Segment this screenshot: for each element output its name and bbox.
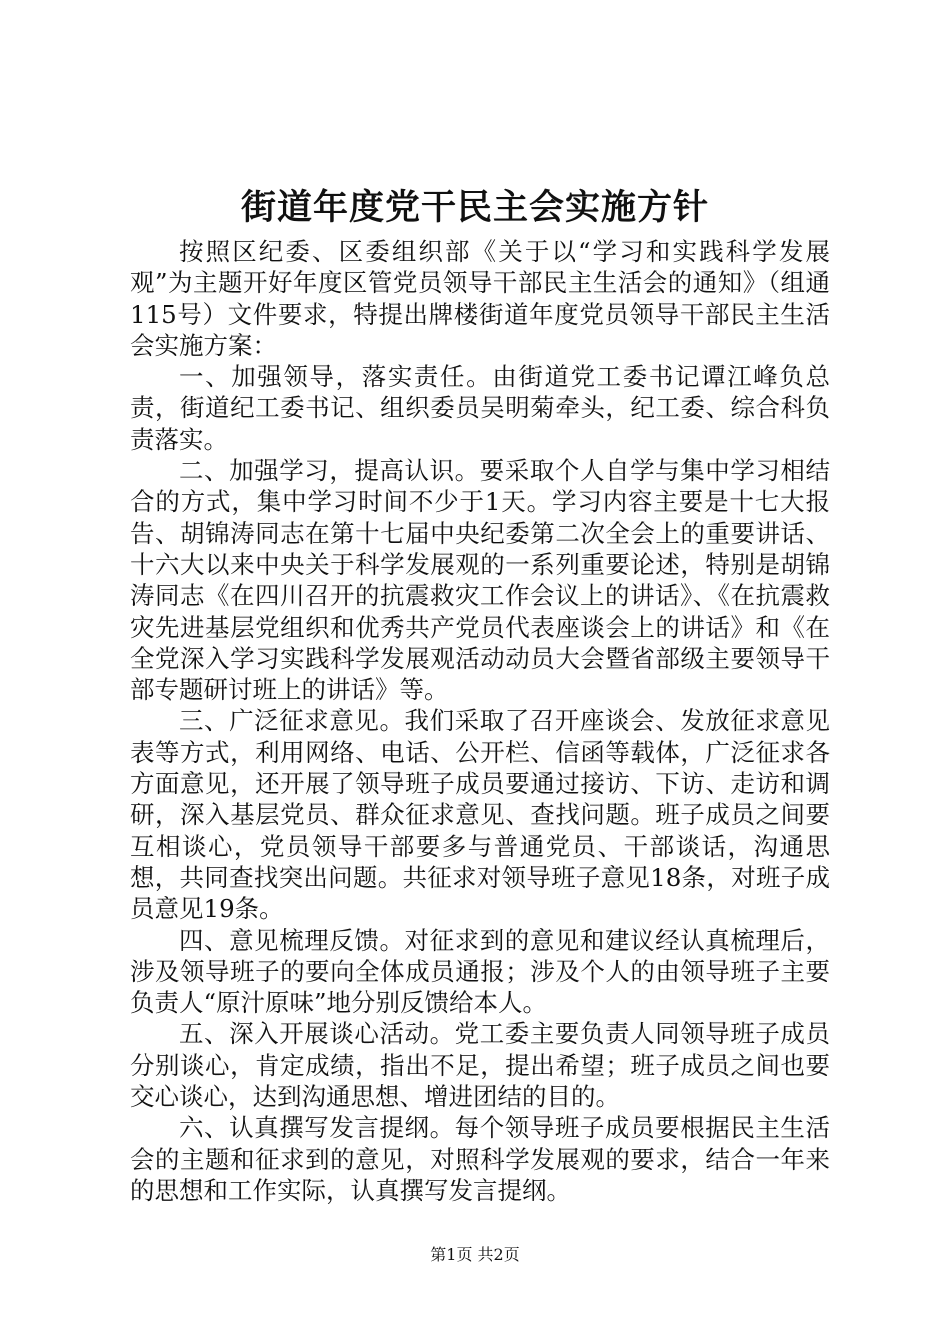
- paragraph-section-1: 一、加强领导，落实责任。由街道党工委书记谭江峰负总责，街道纪工委书记、组织委员吴明菊牵头，纪工委、综合科负责落实。: [130, 362, 830, 454]
- paragraph-section-4: 四、意见梳理反馈。对征求到的意见和建议经认真梳理后，涉及领导班子的要向全体成员通报；涉及个人的由领导班子主要负责人“原汁原味”地分别反馈给本人。: [130, 925, 830, 1018]
- document-body: [130, 236, 830, 1206]
- paragraph-section-3: 三、广泛征求意见。我们采取了召开座谈会、发放征求意见表等方式，利用网络、电话、公开栏、信函等载体，广泛征求各方面意见，还开展了领导班子成员要通过接访、下访、走访和调研，深入基层党员、群众征求意见、查找问题。班子成员之间要互相谈心，党员领导干部要多与普通党员、干部谈话，沟通思想，共同查找突出问题。共征求对领导班子意见18条，对班子成员意见19条。: [130, 706, 830, 924]
- document-title: 街道年度党干民主会实施方针: [240, 187, 709, 228]
- paragraph-section-6: 六、认真撰写发言提纲。每个领导班子成员要根据民主生活会的主题和征求到的意见，对照科学发展观的要求，结合一年来的思想和工作实际，认真撰写发言提纲。: [130, 1113, 830, 1205]
- page-number-footer: 第1页 共2页: [430, 1245, 520, 1264]
- paragraph-section-5: 五、深入开展谈心活动。党工委主要负责人同领导班子成员分别谈心，肯定成绩，指出不足，提出希望；班子成员之间也要交心谈心，达到沟通思想、增进团结的目的。: [130, 1019, 830, 1112]
- paragraph-section-2: 二、加强学习，提高认识。要采取个人自学与集中学习相结合的方式，集中学习时间不少于1天。学习内容主要是十七大报告、胡锦涛同志在第十七届中央纪委第二次全会上的重要讲话、十六大以来中央关于科学发展观的一系列重要论述，特别是胡锦涛同志《在四川召开的抗震救灾工作会议上的讲话》、《在抗震救灾先进基层党组织和优秀共产党员代表座谈会上的讲话》和《在全党深入学习实践科学发展观活动动员大会暨省部级主要领导干部专题研讨班上的讲话》等。: [130, 456, 830, 705]
- paragraph-intro: 按照区纪委、区委组织部《关于以“学习和实践科学发展观”为主题开好年度区管党员领导干部民主生活会的通知》（组通115号）文件要求，特提出牌楼街道年度党员领导干部民主生活会实施方案：: [130, 237, 830, 360]
